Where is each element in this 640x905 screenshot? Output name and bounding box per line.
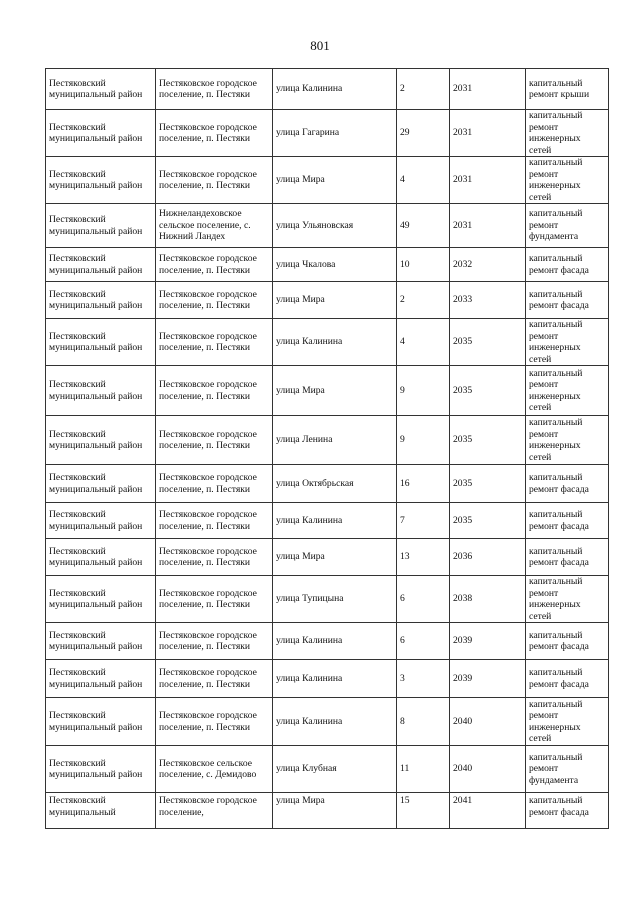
settlement-cell: Пестяковское городское поселение, п. Пестяки	[156, 576, 273, 623]
street-cell: улица Мира	[273, 793, 397, 829]
year-cell: 2031	[450, 204, 526, 248]
street-cell: улица Мира	[273, 366, 397, 416]
work-type-cell: капитальный ремонт фасада	[526, 660, 609, 698]
settlement-cell: Пестяковское городское поселение, п. Пестяки	[156, 69, 273, 110]
settlement-cell: Пестяковское городское поселение, п. Пестяки	[156, 282, 273, 319]
settlement-cell: Пестяковское городское поселение,	[156, 793, 273, 829]
year-cell: 2041	[450, 793, 526, 829]
house-number-cell: 8	[397, 698, 450, 746]
work-type-cell: капитальный ремонт фасада	[526, 248, 609, 282]
work-type-cell: капитальный ремонт инженерных сетей	[526, 698, 609, 746]
year-cell: 2039	[450, 660, 526, 698]
house-number-cell: 49	[397, 204, 450, 248]
settlement-cell: Пестяковское городское поселение, п. Пестяки	[156, 539, 273, 576]
house-number-cell: 13	[397, 539, 450, 576]
district-cell: Пестяковский муниципальный район	[46, 319, 156, 366]
year-cell: 2035	[450, 465, 526, 503]
street-cell: улица Ленина	[273, 416, 397, 465]
house-number-cell: 2	[397, 69, 450, 110]
year-cell: 2035	[450, 416, 526, 465]
house-number-cell: 2	[397, 282, 450, 319]
house-number-cell: 9	[397, 416, 450, 465]
district-cell: Пестяковский муниципальный район	[46, 539, 156, 576]
district-cell: Пестяковский муниципальный район	[46, 110, 156, 157]
table-body	[46, 69, 609, 829]
house-number-cell: 6	[397, 623, 450, 660]
table-row	[46, 746, 609, 793]
street-cell: улица Калинина	[273, 660, 397, 698]
year-cell: 2031	[450, 110, 526, 157]
table-row	[46, 465, 609, 503]
year-cell: 2036	[450, 539, 526, 576]
table-row	[46, 204, 609, 248]
table-row	[46, 416, 609, 465]
district-cell: Пестяковский муниципальный район	[46, 157, 156, 204]
table-row	[46, 157, 609, 204]
street-cell: улица Калинина	[273, 319, 397, 366]
street-cell: улица Мира	[273, 282, 397, 319]
settlement-cell: Пестяковское городское поселение, п. Пестяки	[156, 157, 273, 204]
street-cell: улица Тупицына	[273, 576, 397, 623]
district-cell: Пестяковский муниципальный район	[46, 282, 156, 319]
work-type-cell: капитальный ремонт инженерных сетей	[526, 110, 609, 157]
street-cell: улица Гагарина	[273, 110, 397, 157]
table-row	[46, 623, 609, 660]
house-number-cell: 3	[397, 660, 450, 698]
year-cell: 2031	[450, 69, 526, 110]
work-type-cell: капитальный ремонт фасада	[526, 539, 609, 576]
table-row	[46, 793, 609, 829]
work-type-cell: капитальный ремонт фасада	[526, 793, 609, 829]
street-cell: улица Мира	[273, 539, 397, 576]
district-cell: Пестяковский муниципальный район	[46, 503, 156, 539]
district-cell: Пестяковский муниципальный район	[46, 69, 156, 110]
work-type-cell: капитальный ремонт фасада	[526, 623, 609, 660]
work-type-cell: капитальный ремонт инженерных сетей	[526, 576, 609, 623]
table-row	[46, 319, 609, 366]
settlement-cell: Пестяковское городское поселение, п. Пестяки	[156, 248, 273, 282]
work-type-cell: капитальный ремонт фасада	[526, 465, 609, 503]
street-cell: улица Калинина	[273, 698, 397, 746]
table-row	[46, 698, 609, 746]
house-number-cell: 4	[397, 157, 450, 204]
house-number-cell: 15	[397, 793, 450, 829]
settlement-cell: Пестяковское городское поселение, п. Пестяки	[156, 698, 273, 746]
year-cell: 2040	[450, 698, 526, 746]
work-type-cell: капитальный ремонт крыши	[526, 69, 609, 110]
year-cell: 2039	[450, 623, 526, 660]
table-row	[46, 503, 609, 539]
year-cell: 2033	[450, 282, 526, 319]
district-cell: Пестяковский муниципальный	[46, 793, 156, 829]
table-row	[46, 539, 609, 576]
year-cell: 2035	[450, 366, 526, 416]
district-cell: Пестяковский муниципальный район	[46, 698, 156, 746]
settlement-cell: Пестяковское городское поселение, п. Пестяки	[156, 503, 273, 539]
year-cell: 2031	[450, 157, 526, 204]
work-type-cell: капитальный ремонт инженерных сетей	[526, 416, 609, 465]
district-cell: Пестяковский муниципальный район	[46, 576, 156, 623]
district-cell: Пестяковский муниципальный район	[46, 204, 156, 248]
table-row	[46, 366, 609, 416]
settlement-cell: Пестяковское городское поселение, п. Пестяки	[156, 623, 273, 660]
settlement-cell: Пестяковское городское поселение, п. Пестяки	[156, 660, 273, 698]
street-cell: улица Калинина	[273, 503, 397, 539]
work-type-cell: капитальный ремонт фундамента	[526, 746, 609, 793]
settlement-cell: Нижнеландеховское сельское поселение, с. Нижний Ландех	[156, 204, 273, 248]
house-number-cell: 7	[397, 503, 450, 539]
year-cell: 2035	[450, 503, 526, 539]
work-type-cell: капитальный ремонт инженерных сетей	[526, 366, 609, 416]
settlement-cell: Пестяковское городское поселение, п. Пестяки	[156, 465, 273, 503]
table-row	[46, 69, 609, 110]
work-type-cell: капитальный ремонт фасада	[526, 503, 609, 539]
house-number-cell: 10	[397, 248, 450, 282]
page-number: 801	[310, 38, 330, 53]
street-cell: улица Калинина	[273, 623, 397, 660]
table-row	[46, 576, 609, 623]
district-cell: Пестяковский муниципальный район	[46, 660, 156, 698]
house-number-cell: 9	[397, 366, 450, 416]
year-cell: 2032	[450, 248, 526, 282]
district-cell: Пестяковский муниципальный район	[46, 366, 156, 416]
year-cell: 2038	[450, 576, 526, 623]
house-number-cell: 6	[397, 576, 450, 623]
table-row	[46, 110, 609, 157]
work-type-cell: капитальный ремонт фасада	[526, 282, 609, 319]
house-number-cell: 29	[397, 110, 450, 157]
settlement-cell: Пестяковское городское поселение, п. Пестяки	[156, 319, 273, 366]
district-cell: Пестяковский муниципальный район	[46, 248, 156, 282]
district-cell: Пестяковский муниципальный район	[46, 416, 156, 465]
settlement-cell: Пестяковское сельское поселение, с. Демидово	[156, 746, 273, 793]
street-cell: улица Мира	[273, 157, 397, 204]
settlement-cell: Пестяковское городское поселение, п. Пестяки	[156, 110, 273, 157]
table-row	[46, 282, 609, 319]
street-cell: улица Клубная	[273, 746, 397, 793]
district-cell: Пестяковский муниципальный район	[46, 623, 156, 660]
repair-schedule-table	[45, 68, 609, 829]
street-cell: улица Ульяновская	[273, 204, 397, 248]
work-type-cell: капитальный ремонт фундамента	[526, 204, 609, 248]
table-row	[46, 660, 609, 698]
year-cell: 2035	[450, 319, 526, 366]
district-cell: Пестяковский муниципальный район	[46, 746, 156, 793]
street-cell: улица Октябрьская	[273, 465, 397, 503]
settlement-cell: Пестяковское городское поселение, п. Пестяки	[156, 416, 273, 465]
work-type-cell: капитальный ремонт инженерных сетей	[526, 157, 609, 204]
year-cell: 2040	[450, 746, 526, 793]
settlement-cell: Пестяковское городское поселение, п. Пестяки	[156, 366, 273, 416]
house-number-cell: 16	[397, 465, 450, 503]
house-number-cell: 11	[397, 746, 450, 793]
house-number-cell: 4	[397, 319, 450, 366]
street-cell: улица Калинина	[273, 69, 397, 110]
work-type-cell: капитальный ремонт инженерных сетей	[526, 319, 609, 366]
street-cell: улица Чкалова	[273, 248, 397, 282]
table-row	[46, 248, 609, 282]
district-cell: Пестяковский муниципальный район	[46, 465, 156, 503]
